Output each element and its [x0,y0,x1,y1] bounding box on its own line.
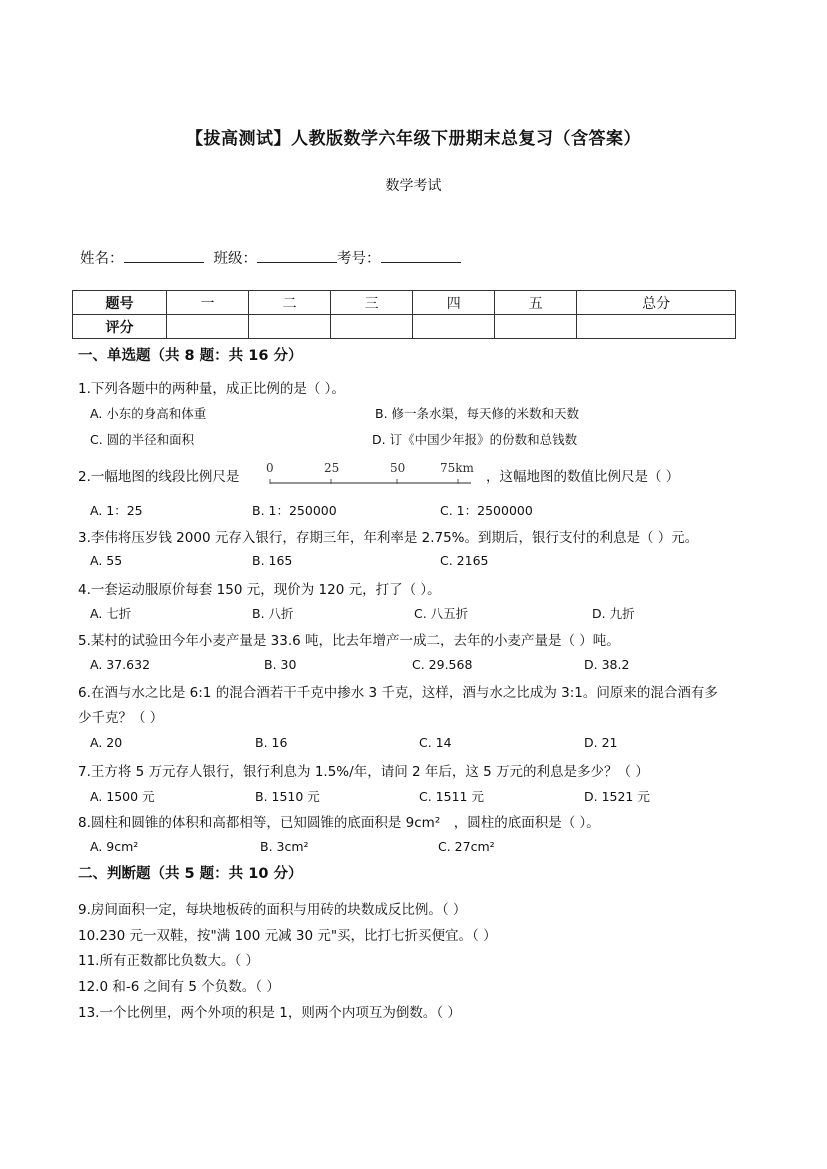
option-c[interactable]: C. 29.568 [412,657,473,672]
option-a[interactable]: A. 9cm² [90,839,139,854]
question-stem-cont: 少千克？（ ） [78,710,164,726]
table-cell: 题号 [73,291,167,315]
option-b[interactable]: B. 1510 元 [255,789,320,804]
option-a[interactable]: A. 1：25 [90,503,143,518]
table-cell: 评分 [73,315,167,339]
question-stem: 1.下列各题中的两种量，成正比例的是（ ）。 [78,381,345,397]
option-c[interactable]: C. 1：2500000 [440,503,533,518]
section-heading: 二、判断题（共 5 题：共 10 分） [78,866,303,882]
table-cell: 总分 [577,291,736,315]
name-blank[interactable] [124,248,204,263]
option-a[interactable]: A. 20 [90,735,123,750]
table-row [73,315,736,339]
score-cell[interactable] [249,315,331,339]
table-row [73,291,736,315]
question-stem: 9.房间面积一定，每块地板砖的面积与用砖的块数成反比例。（ ） [78,902,467,918]
question-stem: 6.在酒与水之比是 6:1 的混合酒若干千克中掺水 3 千克，这样，酒与水之比成为 3:1。问原来的混合酒有多 [78,685,718,701]
page-title: 【拔高测试】人教版数学六年级下册期末总复习（含答案） [186,129,641,149]
score-cell[interactable] [331,315,413,339]
exam-no-label: 考号： [337,251,381,267]
option-b[interactable]: B. 八折 [252,606,294,621]
table-cell: 四 [413,291,495,315]
option-a[interactable]: A. 1500 元 [90,789,155,804]
scale-label: 75km [440,461,474,475]
score-table [72,290,736,339]
score-cell[interactable] [167,315,249,339]
question-stem: 7.王方将 5 万元存人银行，银行利息为 1.5%/年，请问 2 年后，这 5 万元的利息是多少？（ ） [78,764,649,780]
option-d[interactable]: D. 九折 [592,606,635,621]
table-cell: 二 [249,291,331,315]
scale-label: 50 [390,461,406,475]
option-c[interactable]: C. 27cm² [438,839,495,854]
option-d[interactable]: D. 订《中国少年报》的份数和总钱数 [372,432,578,447]
option-a[interactable]: A. 七折 [90,606,132,621]
scale-label: 0 [266,461,274,475]
exam-no-blank[interactable] [381,248,461,263]
scale-label: 25 [324,461,340,475]
question-stem-tail: ，这幅地图的数值比例尺是（ ） [486,469,680,485]
question-stem: 10.230 元一双鞋，按"满 100 元减 30 元"买，比打七折买便宜。（ ） [78,928,497,944]
class-label: 班级： [213,251,257,267]
scale-bar-icon [266,460,476,490]
option-b[interactable]: B. 16 [255,735,288,750]
option-b[interactable]: B. 1：250000 [252,503,337,518]
option-b[interactable]: B. 165 [252,553,293,568]
table-cell: 一 [167,291,249,315]
option-d[interactable]: D. 1521 元 [584,789,650,804]
question-stem: 5.某村的试验田今年小麦产量是 33.6 吨，比去年增产一成二，去年的小麦产量是（ ）吨。 [78,633,620,649]
question-stem: 13.一个比例里，两个外项的积是 1，则两个内项互为倒数。（ ） [78,1005,461,1021]
option-c[interactable]: C. 14 [419,735,452,750]
option-a[interactable]: A. 55 [90,553,123,568]
question-stem: 4.一套运动服原价每套 150 元，现价为 120 元，打了（ ）。 [78,582,441,598]
question-stem: 12.0 和-6 之间有 5 个负数。（ ） [78,979,280,995]
table-cell: 三 [331,291,413,315]
option-c[interactable]: C. 圆的半径和面积 [90,432,195,447]
option-d[interactable]: D. 21 [584,735,618,750]
option-c[interactable]: C. 1511 元 [419,789,484,804]
option-c[interactable]: C. 八五折 [414,606,469,621]
question-stem: 2.一幅地图的线段比例尺是 [78,469,240,485]
option-a[interactable]: A. 小东的身高和体重 [90,406,207,421]
question-stem: 11.所有正数都比负数大。（ ） [78,953,260,969]
option-c[interactable]: C. 2165 [440,553,489,568]
table-cell: 五 [495,291,577,315]
question-stem: 8.圆柱和圆锥的体积和高都相等，已知圆锥的底面积是 9cm² ，圆柱的底面积是（ ）。 [78,815,600,831]
score-cell[interactable] [413,315,495,339]
option-b[interactable]: B. 30 [264,657,297,672]
question-stem: 3.李伟将压岁钱 2000 元存入银行，存期三年，年利率是 2.75%。到期后，银行支付的利息是（ ）元。 [78,530,699,546]
page-subtitle: 数学考试 [385,178,442,194]
student-info-row [80,247,461,268]
option-a[interactable]: A. 37.632 [90,657,151,672]
section-heading: 一、单选题（共 8 题：共 16 分） [78,348,303,364]
score-cell[interactable] [577,315,736,339]
name-label: 姓名： [80,251,124,267]
class-blank[interactable] [257,248,337,263]
option-d[interactable]: D. 38.2 [584,657,630,672]
option-b[interactable]: B. 3cm² [260,839,309,854]
option-b[interactable]: B. 修一条水渠，每天修的米数和天数 [375,406,580,421]
line-scale-figure [266,460,476,490]
score-cell[interactable] [495,315,577,339]
